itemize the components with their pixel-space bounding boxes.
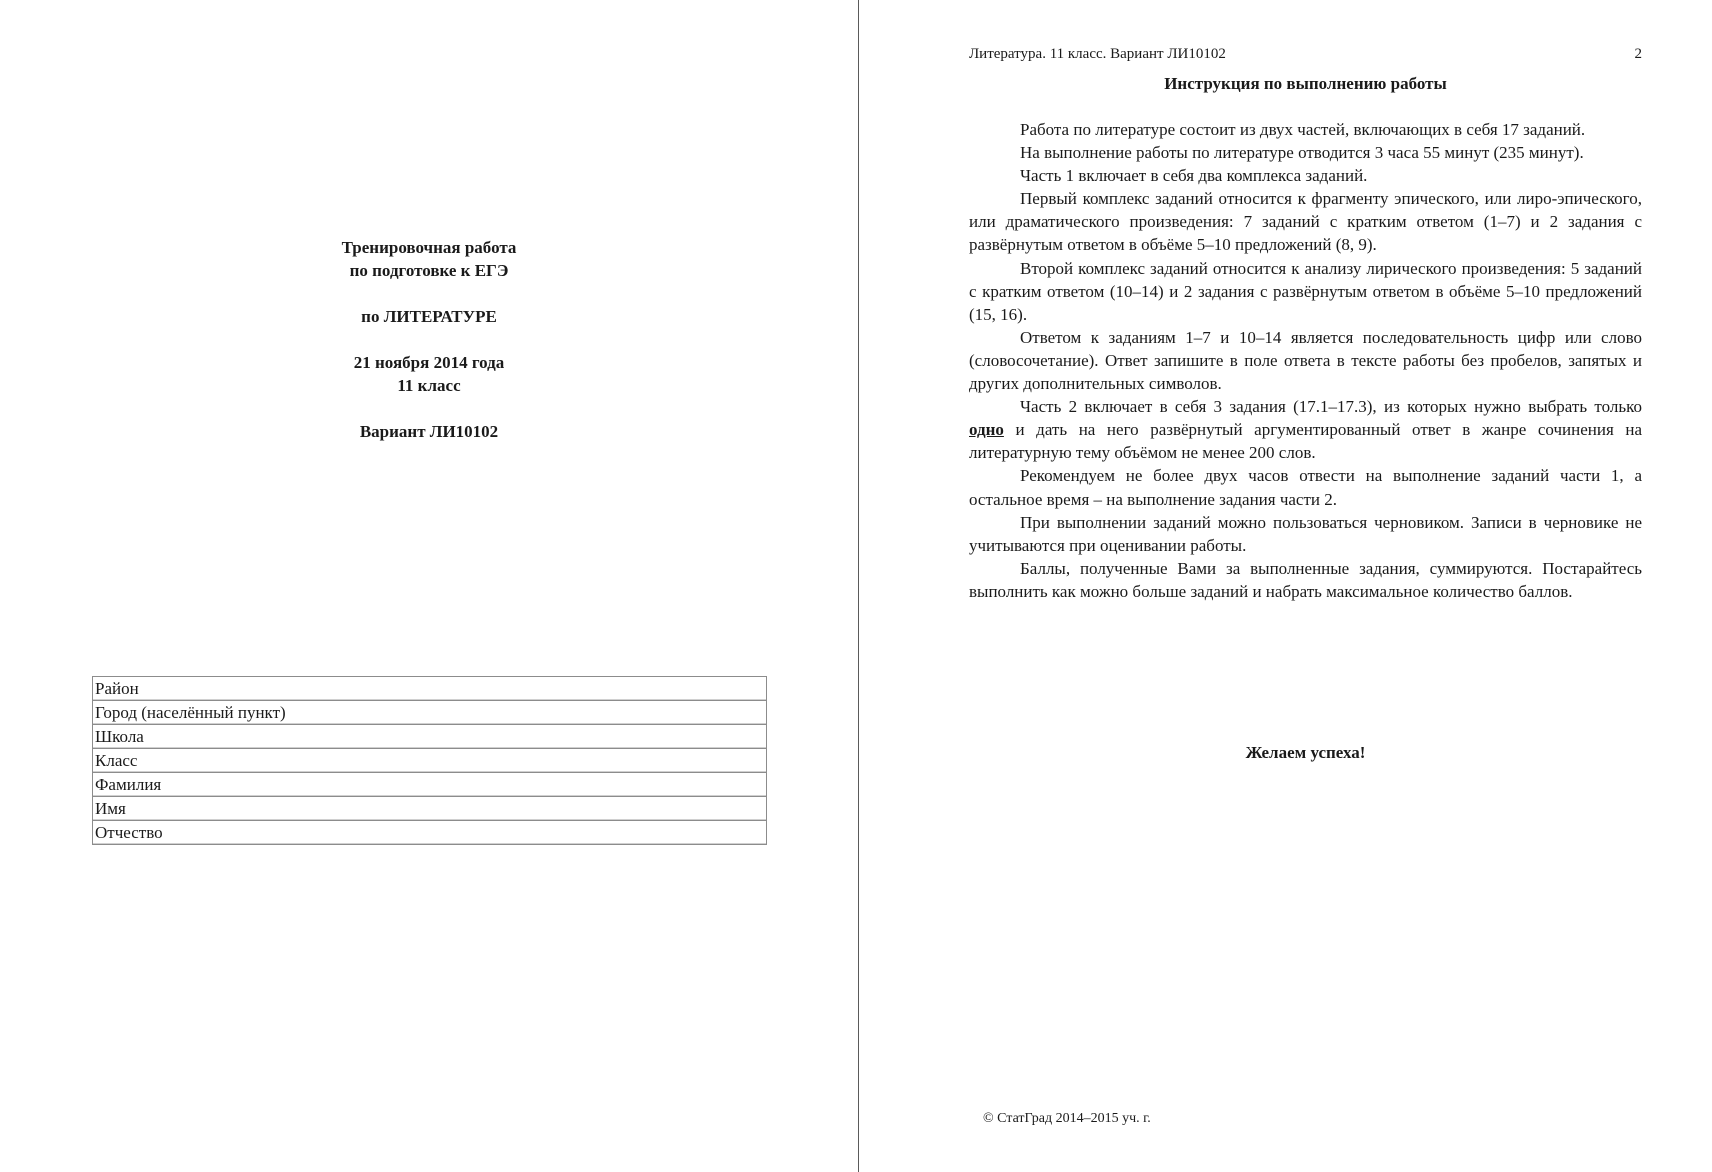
page-divider	[858, 0, 859, 1172]
title-line-1: Тренировочная работа	[341, 238, 517, 257]
paragraph-text: Часть 2 включает в себя 3 задания (17.1–17.3), из которых нужно выбрать только	[1020, 397, 1642, 417]
field-name[interactable]: Имя	[93, 797, 767, 821]
paragraph: Баллы, полученные Вами за выполненные задания, суммируются. Постарайтесь выполнить как можно больше заданий и набрать максимальное количество баллов.	[969, 558, 1642, 601]
paragraph: Ответом к заданиям 1–7 и 10–14 является последовательность цифр или слово (словосочетание). Ответ запишите в поле ответа в тексте работы без пробелов, запятых и других дополнительных символов.	[969, 327, 1642, 394]
paragraph: Часть 1 включает в себя два комплекса заданий.	[1020, 166, 1368, 186]
table-row	[93, 821, 767, 845]
field-school[interactable]: Школа	[93, 725, 767, 749]
instructions-title: Инструкция по выполнению работы	[1164, 74, 1447, 93]
field-patronymic[interactable]: Отчество	[93, 821, 767, 845]
title-line-2: по подготовке к ЕГЭ	[349, 261, 509, 280]
table-row	[93, 797, 767, 821]
closing-wish: Желаем успеха!	[1245, 743, 1366, 762]
table-row	[93, 725, 767, 749]
grade-label: 11 класс	[397, 376, 461, 395]
copyright-footer: © СтатГрад 2014–2015 уч. г.	[983, 1111, 1151, 1126]
field-city[interactable]: Город (населённый пункт)	[93, 701, 767, 725]
paragraph: На выполнение работы по литературе отводится 3 часа 55 минут (235 минут).	[1020, 143, 1584, 163]
table-row	[93, 749, 767, 773]
subject-title: по ЛИТЕРАТУРЕ	[361, 307, 497, 326]
paragraph: Работа по литературе состоит из двух частей, включающих в себя 17 заданий.	[1020, 120, 1586, 139]
paragraph	[969, 395, 1642, 464]
paragraph: Первый комплекс заданий относится к фрагменту эпического, или лиро-эпического, или драматического произведения: 7 заданий с кратким ответом (1–7) и 2 задания с развёрнутым ответом в объёме 5–10 предложений (8, 9).	[969, 189, 1642, 255]
paragraph-text: и дать на него развёрнутый аргументированный ответ в жанре сочинения на литературную тему объёмом не менее 200 слов.	[969, 420, 1642, 463]
table-row	[93, 677, 767, 701]
exam-date: 21 ноября 2014 года	[353, 353, 505, 372]
paragraph: Рекомендуем не более двух часов отвести на выполнение заданий части 1, а остальное время – на выполнение задания части 2.	[969, 466, 1642, 509]
running-header	[969, 44, 1642, 64]
table-row	[93, 773, 767, 797]
emphasized-word: одно	[969, 420, 1004, 440]
title-block	[0, 236, 858, 443]
page-number: 2	[1634, 46, 1642, 62]
right-page	[969, 0, 1642, 1172]
field-class[interactable]: Класс	[93, 749, 767, 773]
student-info-table	[92, 676, 767, 845]
header-title: Литература. 11 класс. Вариант ЛИ10102	[969, 46, 1226, 62]
table-row	[93, 701, 767, 725]
paragraph: Второй комплекс заданий относится к анализу лирического произведения: 5 заданий с кратким ответом (10–14) и 2 задания с развёрнутым ответом в объёме 5–10 предложений (15, 16).	[969, 258, 1642, 324]
field-district[interactable]: Район	[93, 677, 767, 701]
paragraph: При выполнении заданий можно пользоваться черновиком. Записи в черновике не учитываются при оценивании работы.	[969, 512, 1642, 555]
field-surname[interactable]: Фамилия	[93, 773, 767, 797]
instructions-body	[969, 118, 1642, 603]
variant-label: Вариант ЛИ10102	[359, 422, 499, 441]
